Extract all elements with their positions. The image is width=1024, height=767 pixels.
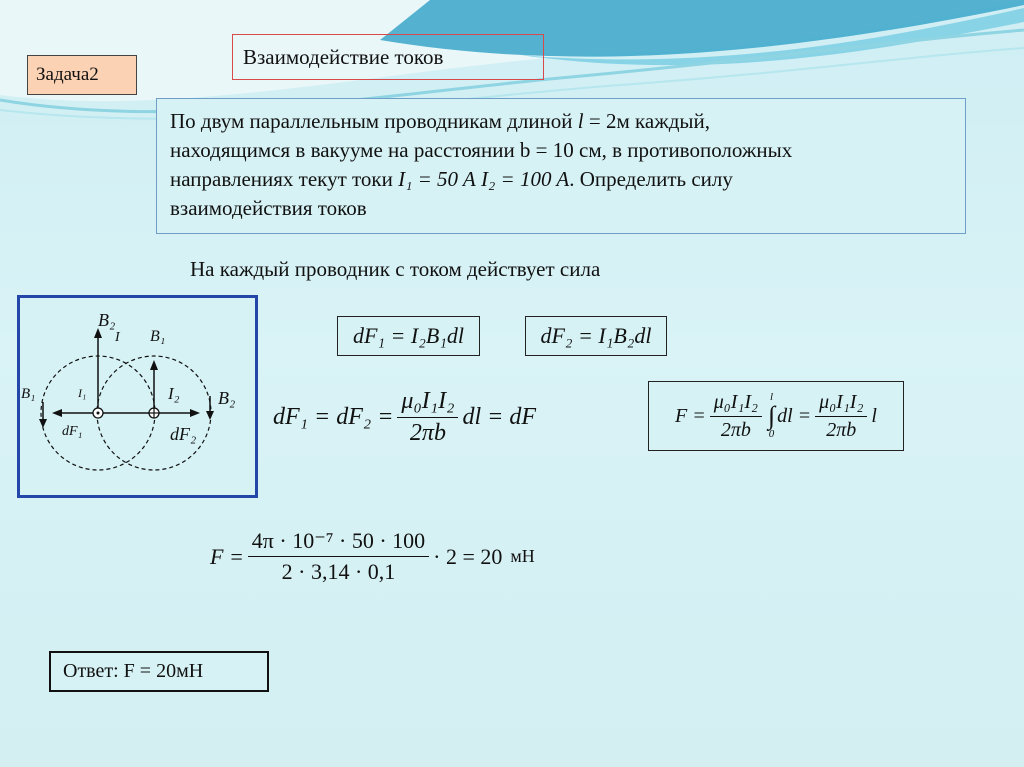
eq5-right: · 2 = 20 (433, 543, 503, 569)
problem-current1: I₁ = 50 A (398, 167, 476, 191)
intro-text: На каждый проводник с током действует сила (190, 257, 601, 281)
eq3-fraction (397, 388, 458, 447)
equation-numeric (210, 528, 535, 585)
eq3-left: dF₁ = dF₂ = (273, 404, 394, 430)
eq3-denominator: 2πb (409, 420, 446, 446)
answer-box: Ответ: F = 20мН (49, 651, 269, 692)
integral-upper-limit: l (770, 391, 774, 403)
problem-line1-rest: = 2м каждый, (588, 109, 711, 133)
equation-total-force (648, 381, 904, 451)
problem-line4: взаимодействия токов (170, 196, 367, 220)
eq5-denominator: 2 · 3,14 · 0,1 (281, 559, 396, 584)
problem-line3-start: направлениях текут токи (170, 167, 393, 191)
label-i1: I₁ (78, 386, 87, 400)
equation-df-equal (273, 388, 536, 447)
eq5-numerator: 4π · 10⁻⁷ · 50 · 100 (248, 528, 429, 557)
field-diagram (17, 295, 258, 498)
label-b1-left: B₁ (21, 386, 36, 402)
task-label: Задача2 (27, 55, 137, 95)
problem-line2: находящимся в вакууме на расстоянии b = 10 см, в противоположных (170, 138, 793, 162)
eq4-numerator1: μ₀I₁I₂ (710, 391, 762, 417)
label-i2: I₂ (168, 384, 180, 403)
eq4-mid: dl = (777, 404, 812, 427)
problem-length-var: l (577, 109, 584, 133)
label-i-top: I (115, 330, 120, 345)
eq3-right: dl = dF (462, 404, 536, 430)
eq3-numerator: μ₀I₁I₂ (397, 388, 458, 418)
eq5-left: F = (210, 543, 244, 569)
problem-current2: I₂ = 100 A (481, 167, 570, 191)
eq5-fraction (248, 528, 429, 585)
slide-title: Взаимодействие токов (232, 34, 544, 80)
label-df2: dF₂ (170, 424, 197, 444)
problem-line3-end: . Определить силу (569, 167, 733, 191)
problem-statement (156, 98, 966, 234)
label-b1-top: B₁ (150, 328, 166, 345)
eq4-end: l (871, 404, 877, 427)
eq5-unit: мН (510, 546, 535, 566)
problem-line1: По двум параллельным проводникам длиной (170, 109, 573, 133)
equation-df1: dF₁ = I₂B₁dl (337, 316, 480, 356)
label-b2-right: B₂ (218, 388, 236, 408)
equation-df2: dF₂ = I₁B₂dl (525, 316, 667, 356)
integral-sign: l ∫ 0 (767, 391, 776, 440)
eq4-fraction1 (710, 391, 762, 442)
label-b2-top: B₂ (98, 310, 116, 330)
label-df1: dF₁ (62, 424, 83, 439)
eq4-left: F = (675, 404, 706, 427)
eq4-numerator2: μ₀I₁I₂ (815, 391, 867, 417)
eq4-denominator2: 2πb (826, 418, 857, 441)
integral-lower-limit: 0 (768, 428, 775, 440)
eq4-denominator1: 2πb (720, 418, 751, 441)
eq4-fraction2 (815, 391, 867, 442)
